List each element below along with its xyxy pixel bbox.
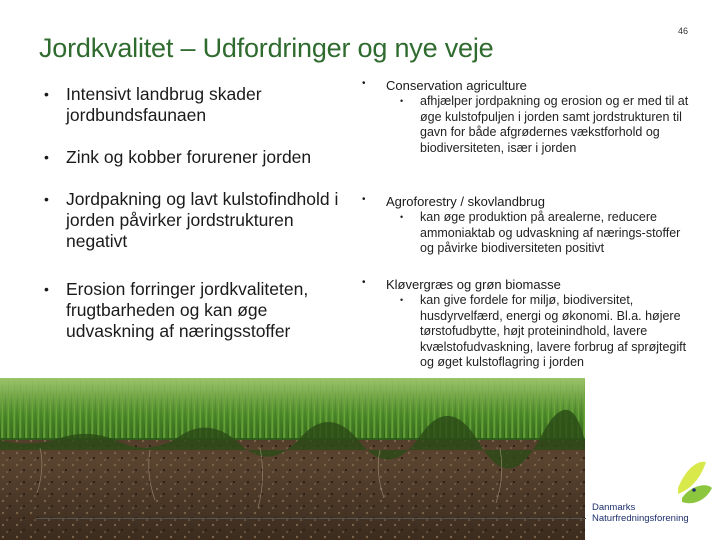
bullet-marker: • [44,149,49,165]
bullet-marker: • [362,277,366,288]
left-bullet-text: Intensivt landbrug skader jordbundsfaunaen [66,84,262,125]
left-bullet-text: Zink og kobber forurener jorden [66,147,312,167]
right-sub-bullet-text: kan øge produktion på arealerne, reducere ammoniaktab og udvaskning af nærings-stoffer og påvirke biodiversiteten positivt [420,210,681,255]
left-bullet-text: Erosion forringer jordkvaliteten, frugtbarheden og kan øge udvaskning af næringsstoffer [66,279,309,341]
logo-line-1: Danmarks [592,502,636,513]
bullet-marker: • [44,86,49,102]
bullet-marker: • [362,194,366,205]
right-sub-bullet-text: kan give fordele for miljø, biodiversitet, husdyrvelfærd, energi og økonomi. Bl.a. højere tørstofudbytte, højt proteinindhold, lavere kvælstofudvaskning, lavere forbrug af sprøjtegift og øget kulstoflagring i jorden [420,293,687,369]
bullet-marker: • [362,78,366,89]
right-bullet-heading: Conservation agriculture [386,78,527,93]
right-sub-bullet [400,94,692,156]
right-bullet [362,78,692,156]
slide-title: Jordkvalitet – Udfordringer og nye veje [39,33,494,63]
logo-line-2: Naturfredningsforening [592,513,689,524]
sub-bullet-marker: • [400,96,404,106]
left-bullet [44,189,356,252]
bullet-marker: • [44,281,49,297]
bullet-marker: • [44,191,49,207]
right-sub-bullet [400,293,692,371]
logo-text [592,502,689,524]
left-bullet-text: Jordpakning og lavt kulstofindhold i jorden påvirker jordstrukturen negativt [66,189,339,251]
sub-bullet-marker: • [400,295,404,305]
right-bullet-heading: Agroforestry / skovlandbrug [386,194,545,209]
right-bullet-heading: Kløvergræs og grøn biomasse [386,277,561,292]
left-bullet [44,147,356,168]
page-number: 46 [678,26,689,36]
right-bullet [362,277,692,371]
grass-soil-photo [0,378,585,540]
sub-bullet-marker: • [400,212,404,222]
right-bullet [362,194,692,257]
right-sub-bullet [400,210,692,257]
footer-divider [36,518,586,519]
left-bullet [44,84,356,126]
right-sub-bullet-text: afhjælper jordpakning og erosion og er med til at øge kulstofpuljen i jorden samt jordstrukturen til gavn for både afgrødernes vækstforhold og biodiversiteten, især i jorden [420,94,689,155]
left-bullet [44,279,356,342]
